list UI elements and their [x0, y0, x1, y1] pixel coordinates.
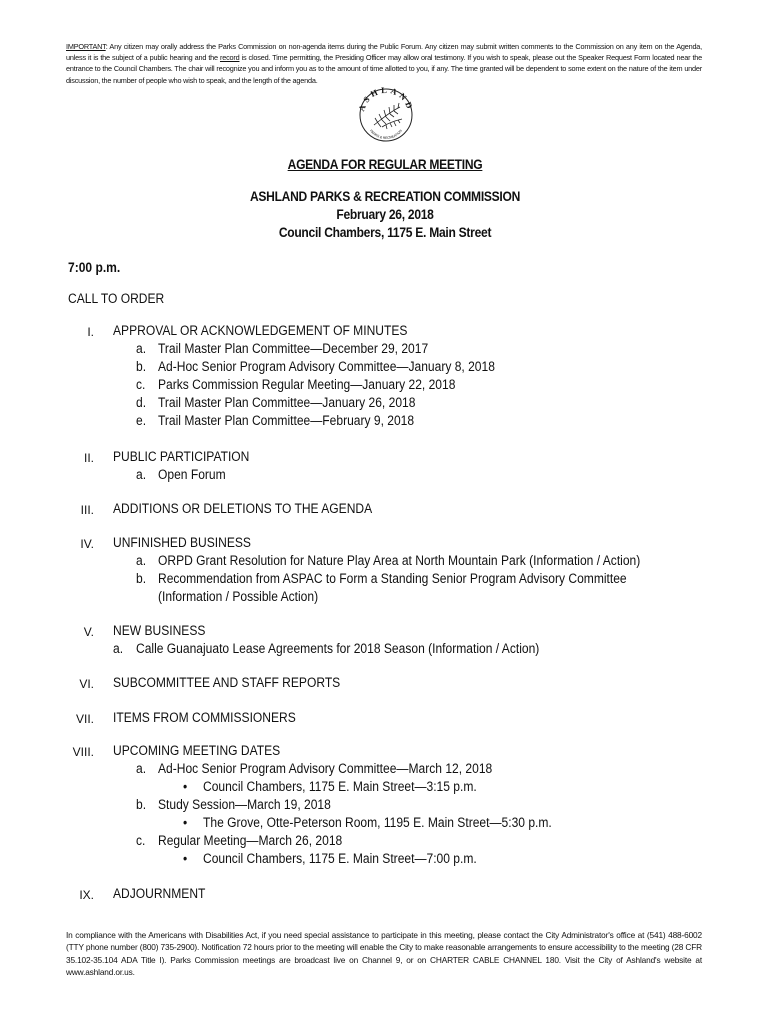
- meeting-detail: Council Chambers, 1175 E. Main Street—3:15 p.m.: [203, 779, 477, 794]
- notice-text-2: is closed. Time permitting, the Presiding Officer may allow oral testimony. If you wish to speak, please out the Speaker Request Form located near the entrance to the Council Chambers. The chair will recognize you and inform you as to the amount of time allotted to you, if any. The time granted will be dependent to some extent on the nature of the item under discussion, the number of people who wish to speak, and the length of the agenda.: [66, 53, 702, 85]
- agenda-item: Open Forum: [158, 467, 226, 482]
- svg-text:ASHLAND: [356, 85, 416, 113]
- agenda-item: Recommendation from ASPAC to Form a Standing Senior Program Advisory Committee: [158, 571, 627, 586]
- section-title: UNFINISHED BUSINESS: [113, 535, 251, 550]
- call-to-order: CALL TO ORDER: [68, 291, 165, 306]
- section-number: III.: [80, 503, 94, 517]
- section-number: I.: [87, 325, 94, 339]
- notice-label: IMPORTANT: [66, 42, 106, 51]
- commission-name: ASHLAND PARKS & RECREATION COMMISSION: [249, 189, 521, 204]
- section-number: V.: [83, 625, 94, 639]
- agenda-item: Study Session—March 19, 2018: [158, 797, 331, 812]
- meeting-time: 7:00 p.m.: [68, 260, 121, 275]
- agenda-item: Calle Guanajuato Lease Agreements for 2018 Season (Information / Action): [136, 641, 540, 656]
- item-letter: a.: [136, 761, 147, 776]
- section-title: NEW BUSINESS: [113, 623, 206, 638]
- agenda-item: ORPD Grant Resolution for Nature Play Area at North Mountain Park (Information / Action): [158, 553, 641, 568]
- agenda-item: Trail Master Plan Committee—January 26, 2018: [158, 395, 416, 410]
- agenda-item: Trail Master Plan Committee—December 29, 2017: [158, 341, 429, 356]
- section-number: VII.: [75, 712, 94, 726]
- section-number: VIII.: [72, 745, 94, 759]
- section-number: IX.: [79, 888, 94, 902]
- meeting-date: February 26, 2018: [336, 207, 434, 222]
- notice-text-1: : Any citizen may orally address the Parks Commission on non-agenda items during the Public Forum. Any citizen may submit written comments to the Commission on any item on the Agenda, unless it is the subject of a public hearing and the: [66, 42, 702, 63]
- agenda-item-continued: (Information / Possible Action): [158, 589, 319, 604]
- section-title: ADJOURNMENT: [113, 886, 206, 901]
- section-title: SUBCOMMITTEE AND STAFF REPORTS: [113, 675, 341, 690]
- agenda-item: Ad-Hoc Senior Program Advisory Committee—January 8, 2018: [158, 359, 495, 374]
- section-number: VI.: [79, 677, 94, 691]
- bullet-icon: •: [183, 851, 188, 866]
- item-letter: a.: [136, 467, 147, 482]
- ada-compliance-footer: In compliance with the Americans with Disabilities Act, if you need special assistance to participate in this meeting, please contact the City Administrator's office at (541) 488-6002 (TTY phone number (800) 735-2900). Notification 72 hours prior to the meeting will enable the City to make reasonable arrangements to ensure accessibility to the meeting (28 CFR 35.102-35.104 ADA Title I). Parks Commission meetings are broadcast live on Channel 9, or on CHARTER CABLE CHANNEL 180. Visit the City of Ashland's website at www.ashland.or.us.: [66, 930, 702, 977]
- section-title: UPCOMING MEETING DATES: [113, 743, 281, 758]
- section-title: ADDITIONS OR DELETIONS TO THE AGENDA: [113, 501, 373, 516]
- section-number: II.: [83, 451, 94, 465]
- agenda-item: Ad-Hoc Senior Program Advisory Committee—March 12, 2018: [158, 761, 493, 776]
- meeting-detail: The Grove, Otte-Peterson Room, 1195 E. Main Street—5:30 p.m.: [203, 815, 552, 830]
- bullet-icon: •: [183, 779, 188, 794]
- item-letter: b.: [136, 359, 147, 374]
- logo-text: ASHLAND: [356, 84, 416, 113]
- ashland-parks-logo: [352, 79, 420, 147]
- section-title: ITEMS FROM COMMISSIONERS: [113, 710, 296, 725]
- agenda-item: Trail Master Plan Committee—February 9, 2018: [158, 413, 415, 428]
- item-letter: c.: [136, 377, 146, 392]
- item-letter: a.: [136, 553, 147, 568]
- agenda-item: Parks Commission Regular Meeting—January 22, 2018: [158, 377, 456, 392]
- logo-subtext: PARKS & RECREATION: [369, 128, 403, 141]
- agenda-item: Regular Meeting—March 26, 2018: [158, 833, 343, 848]
- meeting-detail: Council Chambers, 1175 E. Main Street—7:00 p.m.: [203, 851, 477, 866]
- item-letter: c.: [136, 833, 146, 848]
- section-number: IV.: [80, 537, 94, 551]
- item-letter: a.: [136, 341, 147, 356]
- bullet-icon: •: [183, 815, 188, 830]
- item-letter: b.: [136, 571, 147, 586]
- section-title: PUBLIC PARTICIPATION: [113, 449, 250, 464]
- item-letter: a.: [113, 641, 124, 656]
- section-title: APPROVAL OR ACKNOWLEDGEMENT OF MINUTES: [113, 323, 408, 338]
- item-letter: d.: [136, 395, 147, 410]
- item-letter: b.: [136, 797, 147, 812]
- agenda-title: AGENDA FOR REGULAR MEETING: [287, 157, 483, 172]
- item-letter: e.: [136, 413, 147, 428]
- notice-record-word: record: [219, 53, 240, 63]
- meeting-location: Council Chambers, 1175 E. Main Street: [278, 225, 492, 240]
